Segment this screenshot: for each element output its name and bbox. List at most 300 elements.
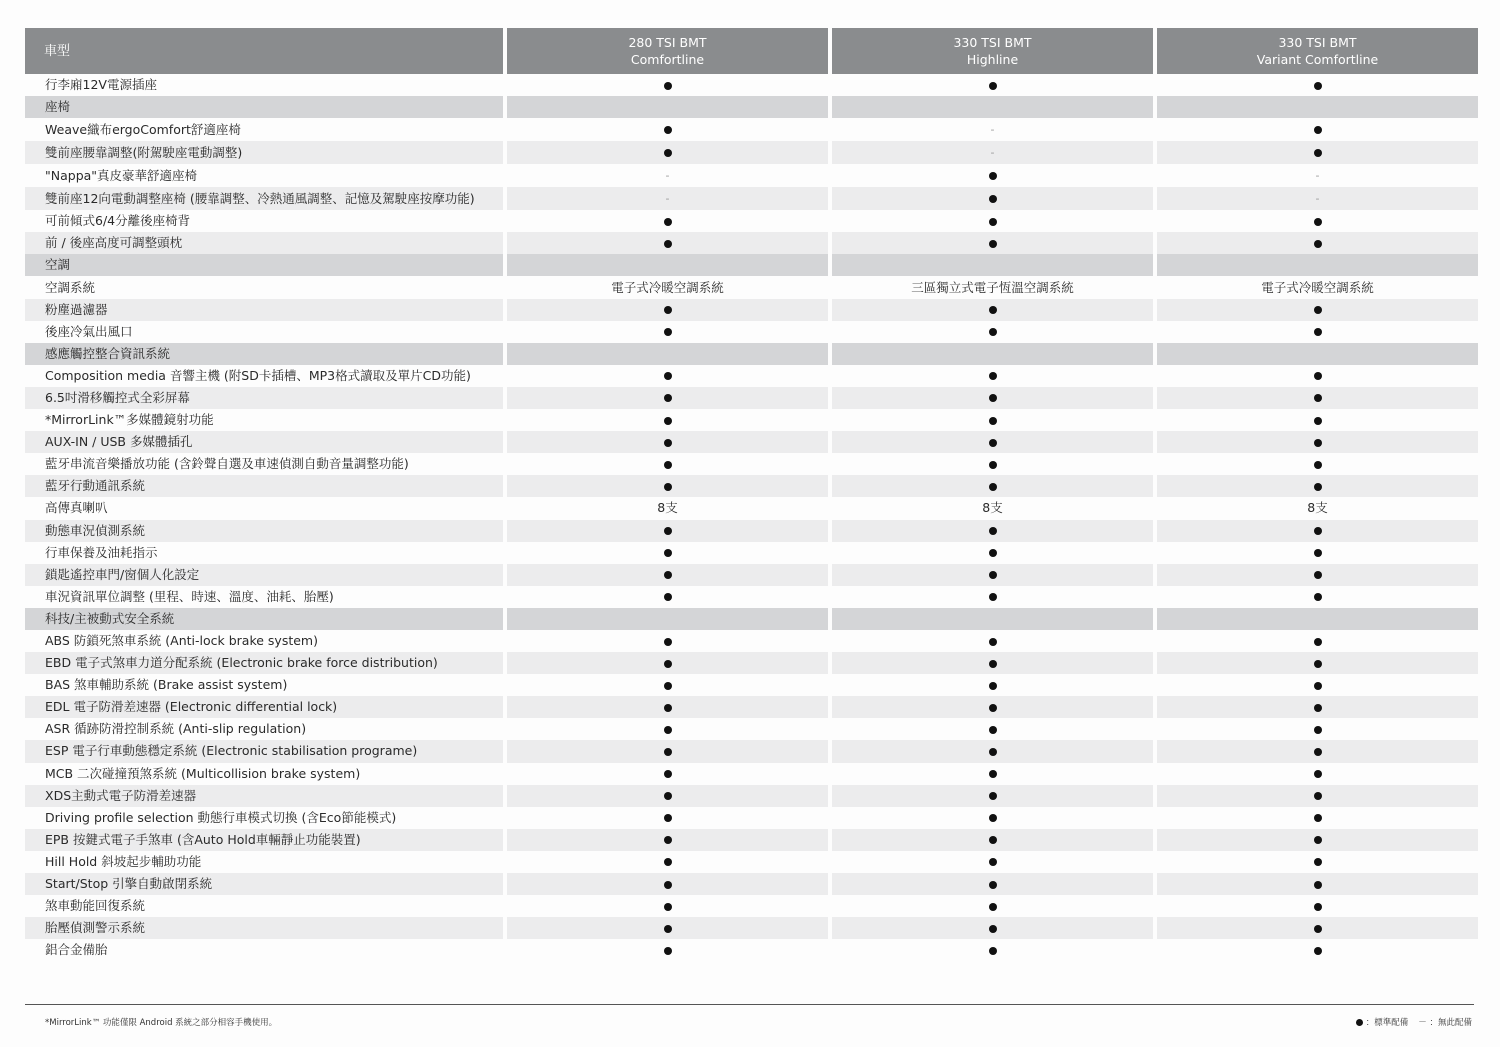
standard-dot-icon <box>989 836 997 844</box>
standard-dot-icon <box>1314 461 1322 469</box>
spec-label: 前 / 後座高度可調整頭枕 <box>25 232 503 254</box>
spec-value <box>1157 409 1478 431</box>
spec-label: 6.5吋滑移觸控式全彩屏幕 <box>25 387 503 409</box>
model-name: 280 TSI BMT <box>628 35 707 50</box>
spec-value <box>507 210 828 232</box>
spec-value <box>507 608 828 630</box>
standard-dot-icon <box>1314 372 1322 380</box>
spec-value <box>1157 718 1478 740</box>
model-trim: Highline <box>966 52 1019 67</box>
standard-dot-icon <box>1314 149 1322 157</box>
spec-row <box>25 564 1478 586</box>
legend-none: － ：無此配備 <box>1418 1018 1472 1028</box>
standard-dot-icon <box>664 682 672 690</box>
spec-row <box>25 497 1478 519</box>
spec-value <box>832 939 1153 961</box>
standard-dot-icon <box>989 947 997 955</box>
standard-dot-icon <box>989 549 997 557</box>
model-header <box>1157 28 1478 74</box>
standard-dot-icon <box>1314 394 1322 402</box>
standard-dot-icon <box>989 82 997 90</box>
spec-label: ESP 電子行車動態穩定系統 (Electronic stabilisation programe) <box>25 740 503 762</box>
spec-value <box>832 431 1153 453</box>
spec-label: 藍牙串流音樂播放功能 (含鈴聲自選及車速偵測自動音量調整功能) <box>45 456 409 472</box>
spec-value <box>507 232 828 254</box>
spec-label: BAS 煞車輔助系統 (Brake assist system) <box>45 677 288 693</box>
standard-dot-icon <box>1314 593 1322 601</box>
standard-dot-icon <box>989 858 997 866</box>
spec-label: 雙前座12向電動調整座椅 (腰靠調整、冷熱通風調整、記憶及駕駛座按摩功能) <box>25 187 503 210</box>
standard-dot-icon <box>664 483 672 491</box>
not-available-dash: - <box>990 146 995 160</box>
spec-value <box>832 763 1153 785</box>
spec-row <box>25 873 1478 895</box>
standard-dot-icon <box>1356 1019 1363 1026</box>
spec-value <box>1157 763 1478 785</box>
spec-value <box>1157 187 1478 210</box>
not-available-dash: - <box>1315 192 1320 206</box>
spec-value <box>1157 939 1478 961</box>
spec-value <box>1157 740 1478 762</box>
standard-dot-icon <box>1314 682 1322 690</box>
section-row <box>25 343 1478 365</box>
standard-dot-icon <box>989 195 997 203</box>
spec-row <box>25 164 1478 187</box>
spec-value <box>507 917 828 939</box>
not-available-dash: - <box>990 123 995 137</box>
spec-value: 8支 <box>657 500 678 516</box>
spec-value <box>832 387 1153 409</box>
spec-value <box>832 343 1153 365</box>
model-trim: Variant Comfortline <box>1256 52 1379 67</box>
standard-dot-icon <box>664 792 672 800</box>
spec-label: 煞車動能回復系統 <box>45 898 146 914</box>
standard-dot-icon <box>664 394 672 402</box>
spec-value <box>832 586 1153 608</box>
spec-value <box>507 431 828 453</box>
spec-row <box>25 586 1478 608</box>
spec-label: "Nappa"真皮豪華舒適座椅 <box>45 167 198 183</box>
spec-value <box>507 118 828 141</box>
spec-label: 行李廂12V電源插座 <box>45 77 157 93</box>
spec-row <box>25 763 1478 785</box>
spec-row <box>25 829 1478 851</box>
spec-value <box>832 608 1153 630</box>
spec-value <box>1157 542 1478 564</box>
spec-label: 可前傾式6/4分離後座椅背 <box>45 213 191 229</box>
spec-value: 8支 <box>1307 500 1328 516</box>
model-header <box>832 28 1153 74</box>
spec-value <box>507 586 828 608</box>
standard-dot-icon <box>664 82 672 90</box>
standard-dot-icon <box>1314 439 1322 447</box>
bottom-rule <box>25 1004 1474 1005</box>
standard-dot-icon <box>664 240 672 248</box>
spec-value <box>507 187 828 210</box>
spec-value <box>832 718 1153 740</box>
standard-dot-icon <box>1314 240 1322 248</box>
spec-value: 電子式冷暖空調系統 <box>611 279 724 295</box>
standard-dot-icon <box>1314 527 1322 535</box>
standard-dot-icon <box>1314 947 1322 955</box>
spec-row <box>25 785 1478 807</box>
standard-dot-icon <box>664 903 672 911</box>
spec-row <box>25 321 1478 343</box>
spec-value <box>832 542 1153 564</box>
spec-label: 行車保養及油耗指示 <box>45 544 158 560</box>
section-label: 空調 <box>25 254 503 276</box>
section-row <box>25 254 1478 276</box>
section-label: 感應觸控整合資訊系統 <box>25 343 503 365</box>
standard-dot-icon <box>1314 748 1322 756</box>
standard-dot-icon <box>664 461 672 469</box>
spec-value <box>507 542 828 564</box>
standard-dot-icon <box>989 593 997 601</box>
spec-body <box>25 74 1478 961</box>
spec-value <box>507 254 828 276</box>
spec-row <box>25 652 1478 674</box>
spec-label: 鎖匙遙控車門/窗個人化設定 <box>25 564 503 586</box>
spec-label: MCB 二次碰撞預煞系統 (Multicollision brake system) <box>45 765 361 781</box>
spec-row <box>25 630 1478 652</box>
standard-dot-icon <box>664 593 672 601</box>
spec-value <box>1157 520 1478 542</box>
spec-label: AUX-IN / USB 多媒體插孔 <box>25 431 503 453</box>
spec-value <box>832 118 1153 141</box>
standard-dot-icon <box>1314 726 1322 734</box>
spec-label: Hill Hold 斜坡起步輔助功能 <box>45 853 202 869</box>
spec-value <box>832 895 1153 917</box>
model-trim: Comfortline <box>630 52 705 67</box>
standard-dot-icon <box>1314 483 1322 491</box>
spec-row <box>25 718 1478 740</box>
spec-row <box>25 696 1478 718</box>
not-available-dash: - <box>665 169 670 183</box>
spec-value: 三區獨立式電子恆溫空調系統 <box>911 279 1074 295</box>
spec-value <box>507 453 828 475</box>
spec-value <box>1157 895 1478 917</box>
spec-label: ABS 防鎖死煞車系統 (Anti-lock brake system) <box>45 633 318 649</box>
spec-value <box>1157 387 1478 409</box>
spec-row <box>25 210 1478 232</box>
not-available-dash: - <box>665 192 670 206</box>
spec-value <box>507 96 828 118</box>
standard-dot-icon <box>664 881 672 889</box>
spec-value <box>1157 431 1478 453</box>
spec-label: *MirrorLink™多媒體鏡射功能 <box>45 412 214 428</box>
spec-value <box>1157 164 1478 187</box>
standard-dot-icon <box>1314 903 1322 911</box>
standard-dot-icon <box>1314 549 1322 557</box>
spec-value <box>832 453 1153 475</box>
spec-value <box>832 740 1153 762</box>
spec-table <box>25 28 1478 961</box>
spec-value <box>507 696 828 718</box>
spec-value <box>507 851 828 873</box>
standard-dot-icon <box>989 682 997 690</box>
spec-row <box>25 520 1478 542</box>
standard-dot-icon <box>989 748 997 756</box>
spec-value <box>507 74 828 96</box>
standard-dot-icon <box>1314 126 1322 134</box>
spec-value <box>832 873 1153 895</box>
spec-value <box>832 807 1153 829</box>
spec-value <box>507 829 828 851</box>
spec-value <box>1157 851 1478 873</box>
standard-dot-icon <box>989 881 997 889</box>
spec-value <box>832 299 1153 321</box>
standard-dot-icon <box>1314 881 1322 889</box>
spec-row <box>25 895 1478 917</box>
spec-row <box>25 187 1478 210</box>
standard-dot-icon <box>1314 306 1322 314</box>
spec-value <box>1157 254 1478 276</box>
standard-dot-icon <box>989 394 997 402</box>
standard-dot-icon <box>1314 638 1322 646</box>
spec-value <box>507 630 828 652</box>
spec-row <box>25 365 1478 387</box>
standard-dot-icon <box>664 218 672 226</box>
spec-row <box>25 276 1478 298</box>
spec-row <box>25 453 1478 475</box>
spec-row <box>25 118 1478 141</box>
spec-label: 雙前座腰靠調整(附駕駛座電動調整) <box>25 141 503 164</box>
spec-value <box>507 652 828 674</box>
spec-value <box>1157 873 1478 895</box>
spec-row <box>25 431 1478 453</box>
spec-value <box>507 475 828 497</box>
spec-value <box>1157 343 1478 365</box>
standard-dot-icon <box>1314 925 1322 933</box>
standard-dot-icon <box>989 240 997 248</box>
section-row <box>25 608 1478 630</box>
standard-dot-icon <box>1314 328 1322 336</box>
standard-dot-icon <box>664 417 672 425</box>
spec-value <box>832 630 1153 652</box>
spec-label: Start/Stop 引擎自動啟閉系統 <box>25 873 503 895</box>
spec-value <box>1157 475 1478 497</box>
spec-row <box>25 542 1478 564</box>
spec-value <box>1157 674 1478 696</box>
spec-value <box>832 187 1153 210</box>
standard-dot-icon <box>989 306 997 314</box>
spec-value <box>1157 74 1478 96</box>
standard-dot-icon <box>664 571 672 579</box>
spec-label: 藍牙行動通訊系統 <box>25 475 503 497</box>
standard-dot-icon <box>664 439 672 447</box>
spec-value <box>832 652 1153 674</box>
standard-dot-icon <box>989 770 997 778</box>
standard-dot-icon <box>664 638 672 646</box>
not-available-dash: - <box>1315 169 1320 183</box>
spec-value <box>832 564 1153 586</box>
section-label: 座椅 <box>25 96 503 118</box>
standard-dot-icon <box>989 726 997 734</box>
model-header <box>507 28 828 74</box>
legend-standard <box>1356 1016 1409 1028</box>
standard-dot-icon <box>1314 770 1322 778</box>
standard-dot-icon <box>1314 836 1322 844</box>
spec-value <box>1157 453 1478 475</box>
spec-label: EBD 電子式煞車力道分配系統 (Electronic brake force distribution) <box>25 652 503 674</box>
spec-row <box>25 74 1478 96</box>
spec-value <box>507 740 828 762</box>
header-row <box>25 28 1478 74</box>
legend-standard-text: ：標準配備 <box>1365 1018 1409 1028</box>
standard-dot-icon <box>1314 82 1322 90</box>
spec-value <box>507 387 828 409</box>
standard-dot-icon <box>1314 571 1322 579</box>
spec-value <box>1157 917 1478 939</box>
standard-dot-icon <box>664 660 672 668</box>
standard-dot-icon <box>989 218 997 226</box>
spec-label: 粉塵過濾器 <box>25 299 503 321</box>
spec-value <box>832 520 1153 542</box>
spec-row <box>25 740 1478 762</box>
spec-row <box>25 851 1478 873</box>
standard-dot-icon <box>989 903 997 911</box>
spec-value <box>1157 785 1478 807</box>
spec-label: XDS主動式電子防滑差速器 <box>25 785 503 807</box>
spec-value <box>507 141 828 164</box>
spec-label: EPB 按鍵式電子手煞車 (含Auto Hold車輛靜止功能裝置) <box>25 829 503 851</box>
spec-value <box>1157 630 1478 652</box>
spec-row <box>25 939 1478 961</box>
spec-value <box>832 74 1153 96</box>
spec-row <box>25 387 1478 409</box>
section-row <box>25 96 1478 118</box>
spec-value <box>832 696 1153 718</box>
standard-dot-icon <box>989 372 997 380</box>
spec-value <box>507 409 828 431</box>
spec-value <box>1157 299 1478 321</box>
standard-dot-icon <box>664 306 672 314</box>
spec-value <box>832 475 1153 497</box>
standard-dot-icon <box>664 836 672 844</box>
spec-value <box>1157 210 1478 232</box>
spec-value <box>832 785 1153 807</box>
standard-dot-icon <box>989 660 997 668</box>
standard-dot-icon <box>1314 704 1322 712</box>
spec-value <box>507 674 828 696</box>
spec-value <box>507 520 828 542</box>
standard-dot-icon <box>989 483 997 491</box>
spec-value <box>1157 652 1478 674</box>
standard-dot-icon <box>989 704 997 712</box>
spec-value <box>1157 564 1478 586</box>
spec-value <box>832 96 1153 118</box>
standard-dot-icon <box>1314 660 1322 668</box>
spec-row <box>25 674 1478 696</box>
standard-dot-icon <box>664 126 672 134</box>
spec-value <box>507 321 828 343</box>
standard-dot-icon <box>664 549 672 557</box>
spec-row <box>25 299 1478 321</box>
spec-value <box>1157 321 1478 343</box>
spec-row <box>25 141 1478 164</box>
standard-dot-icon <box>664 372 672 380</box>
standard-dot-icon <box>989 461 997 469</box>
spec-value <box>832 851 1153 873</box>
standard-dot-icon <box>989 417 997 425</box>
spec-label: 動態車況偵測系統 <box>25 520 503 542</box>
standard-dot-icon <box>1314 814 1322 822</box>
spec-label: 空調系統 <box>45 279 96 295</box>
standard-dot-icon <box>989 792 997 800</box>
spec-value <box>1157 807 1478 829</box>
spec-value <box>832 254 1153 276</box>
standard-dot-icon <box>664 770 672 778</box>
spec-value <box>832 321 1153 343</box>
spec-value <box>507 763 828 785</box>
spec-label: Composition media 音響主機 (附SD卡插槽、MP3格式讀取及單片CD功能) <box>45 367 471 383</box>
spec-label: Driving profile selection 動態行車模式切換 (含Eco節能模式) <box>45 809 397 825</box>
standard-dot-icon <box>989 328 997 336</box>
spec-value: 電子式冷暖空調系統 <box>1261 279 1374 295</box>
spec-value <box>1157 829 1478 851</box>
standard-dot-icon <box>989 172 997 180</box>
spec-value <box>507 718 828 740</box>
spec-value <box>507 365 828 387</box>
standard-dot-icon <box>664 704 672 712</box>
spec-value <box>832 829 1153 851</box>
spec-label: 後座冷氣出風口 <box>45 323 133 339</box>
spec-value <box>507 299 828 321</box>
spec-value <box>832 917 1153 939</box>
spec-value <box>507 939 828 961</box>
standard-dot-icon <box>664 149 672 157</box>
spec-value <box>507 343 828 365</box>
standard-dot-icon <box>1314 417 1322 425</box>
spec-row <box>25 917 1478 939</box>
spec-value <box>832 210 1153 232</box>
spec-label: 高傳真喇叭 <box>45 500 108 516</box>
section-label: 科技/主被動式安全系統 <box>25 608 503 630</box>
standard-dot-icon <box>989 814 997 822</box>
spec-value <box>832 232 1153 254</box>
spec-value <box>1157 118 1478 141</box>
spec-value <box>507 873 828 895</box>
spec-value <box>1157 608 1478 630</box>
spec-row <box>25 807 1478 829</box>
spec-label: 鋁合金備胎 <box>45 942 108 958</box>
spec-label: 車況資訊單位調整 (里程、時速、溫度、油耗、胎壓) <box>45 588 334 604</box>
legend <box>1356 1016 1472 1028</box>
spec-value <box>1157 586 1478 608</box>
spec-label: Weave織布ergoComfort舒適座椅 <box>45 121 241 137</box>
spec-label: 胎壓偵測警示系統 <box>25 917 503 939</box>
spec-row <box>25 475 1478 497</box>
spec-value <box>1157 696 1478 718</box>
standard-dot-icon <box>1314 858 1322 866</box>
standard-dot-icon <box>664 328 672 336</box>
model-name: 330 TSI BMT <box>953 35 1032 50</box>
spec-value <box>507 807 828 829</box>
spec-value <box>1157 96 1478 118</box>
standard-dot-icon <box>1314 218 1322 226</box>
footnote: *MirrorLink™ 功能僅限 Android 系統之部分相容手機使用。 <box>45 1018 278 1028</box>
spec-value <box>507 895 828 917</box>
spec-value <box>832 365 1153 387</box>
standard-dot-icon <box>664 858 672 866</box>
standard-dot-icon <box>664 527 672 535</box>
spec-value <box>832 164 1153 187</box>
model-name: 330 TSI BMT <box>1278 35 1357 50</box>
standard-dot-icon <box>989 439 997 447</box>
standard-dot-icon <box>664 947 672 955</box>
standard-dot-icon <box>664 925 672 933</box>
spec-row <box>25 232 1478 254</box>
